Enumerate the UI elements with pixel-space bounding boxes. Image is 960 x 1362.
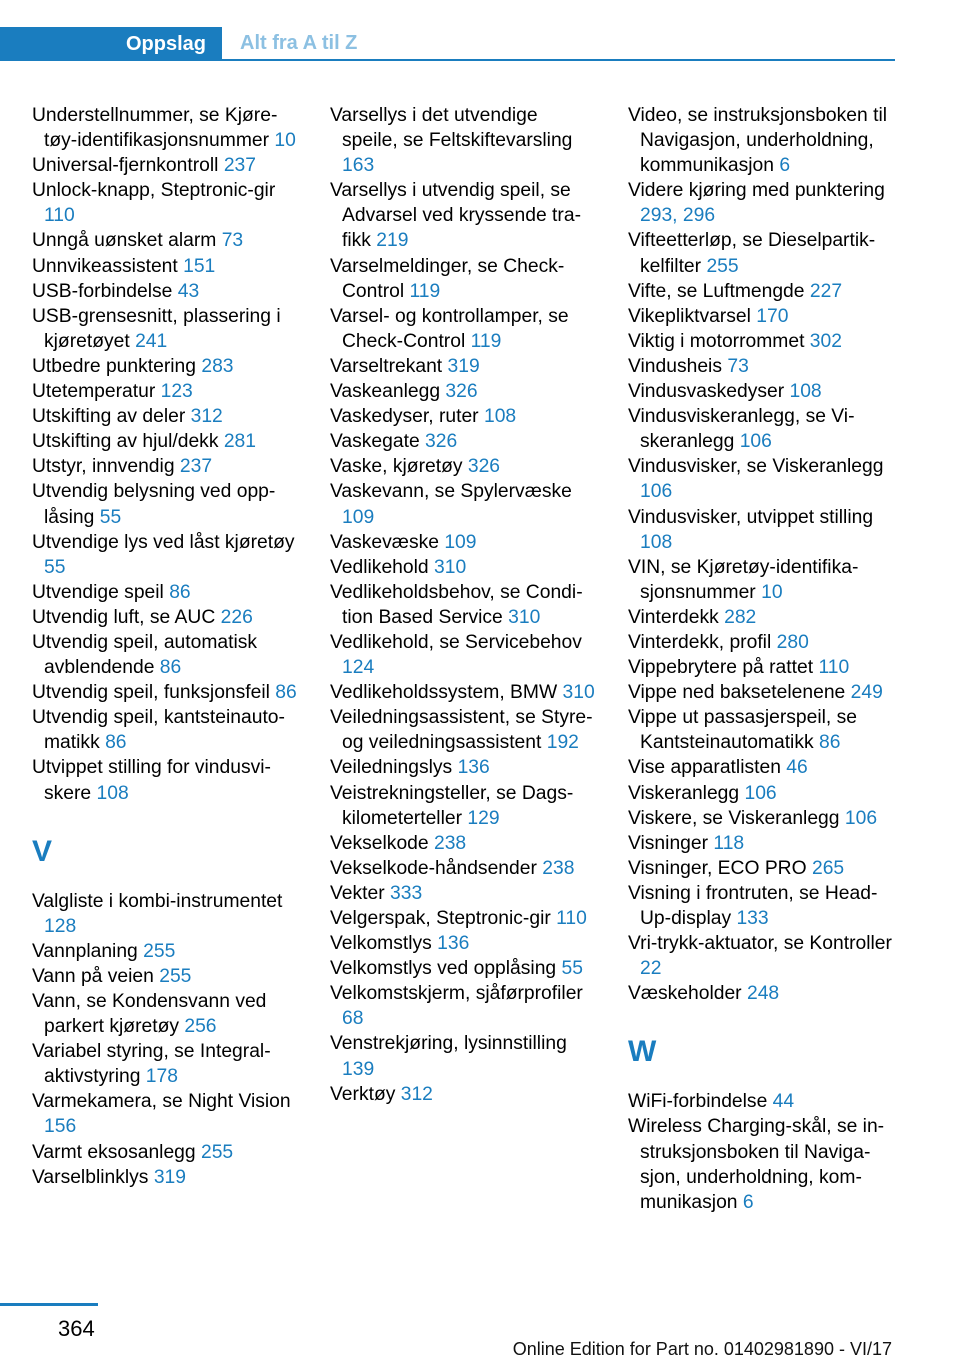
index-page-link[interactable]: 302 <box>809 330 842 352</box>
index-entry <box>330 781 598 831</box>
index-entry-text: Varmekamera, se Night Vision <box>32 1091 291 1113</box>
index-page-link[interactable]: 108 <box>96 782 129 804</box>
index-entry <box>330 555 598 580</box>
index-entry-text: Utvendig speil, kantsteinautomatikk <box>32 707 285 754</box>
index-entry <box>32 479 300 529</box>
index-entry-text: Varsellys i det utvendige speile, se Feltskiftevarsling <box>330 105 573 152</box>
index-entry-text: Vann på veien <box>32 965 154 987</box>
index-entry-text: USB-grensesnitt, plassering i kjøretøyet <box>32 305 281 352</box>
index-column-1 <box>32 103 300 1190</box>
index-entry-text: Vindusvisker, se Viskeranlegg <box>628 456 884 478</box>
index-page-link[interactable]: 55 <box>44 556 66 578</box>
index-entry-text: Vaskegate <box>330 431 420 453</box>
index-page-link[interactable]: 156 <box>44 1116 77 1138</box>
index-entry-text: Utskifting av deler <box>32 406 186 428</box>
index-entry <box>330 981 598 1031</box>
index-entry-text: Vaskeanlegg <box>330 381 441 403</box>
page-number: 364 <box>58 1316 95 1341</box>
index-entry-text: Væskeholder <box>628 983 742 1005</box>
index-entry <box>32 605 300 630</box>
index-entry-text: Viskeranlegg <box>628 782 740 804</box>
index-entry-text: Vedlikeholdssystem, BMW <box>330 682 558 704</box>
index-entry-text: Vekselkode <box>330 832 429 854</box>
index-page-link[interactable]: 326 <box>445 381 478 403</box>
index-page-link[interactable]: 44 <box>772 1091 795 1113</box>
index-letter-heading: W <box>628 1035 657 1069</box>
index-page-link[interactable]: 310 <box>562 682 595 704</box>
index-entry <box>32 889 300 939</box>
index-entry-text: Vaske, kjøretøy <box>330 456 463 478</box>
index-entry-text: Utbedre punktering <box>32 355 196 377</box>
index-entry-text: Velkomstlys <box>330 933 432 955</box>
index-page-link[interactable]: 6 <box>742 1191 754 1213</box>
index-entry <box>628 705 896 755</box>
index-entry <box>32 153 300 178</box>
index-entry-text: Wireless Charging-skål, se instruksjonsboken til Navigasjon, underholdning, kommunikasjon <box>628 1116 885 1213</box>
index-entry <box>330 956 598 981</box>
index-page-link[interactable]: 6 <box>779 155 791 177</box>
index-page-link[interactable]: 86 <box>169 581 191 603</box>
index-page-link[interactable]: 226 <box>220 606 253 628</box>
index-page-link[interactable]: 109 <box>342 506 375 528</box>
index-page-link[interactable]: 119 <box>470 330 502 352</box>
index-entry-text: Videre kjøring med punktering <box>628 180 885 202</box>
index-entry <box>32 429 300 454</box>
index-entry-text: Vippe ut passasjerspeil, se Kantsteinautomatikk <box>628 707 858 754</box>
index-entry <box>628 856 896 881</box>
index-entry <box>32 630 300 680</box>
index-entry-text: Veiledningslys <box>330 757 453 779</box>
index-entry <box>32 989 300 1039</box>
index-entry <box>32 103 300 153</box>
index-entry <box>32 404 300 429</box>
index-entry-text: Unlock-knapp, Steptronic-gir <box>32 180 276 202</box>
index-entry <box>32 354 300 379</box>
index-entry-text: Velkomstskjerm, sjåførprofiler <box>330 983 583 1005</box>
index-entry <box>32 454 300 479</box>
index-entry <box>32 939 300 964</box>
index-entry <box>32 580 300 605</box>
index-entry <box>628 505 896 555</box>
index-page-link[interactable]: 10 <box>274 130 296 152</box>
index-entry-text: Understellnummer, se Kjøretøy-identifikasjonsnummer <box>32 105 278 152</box>
index-entry-text: Vedlikeholdsbehov, se Condition Based Service <box>330 581 583 628</box>
index-entry-text: Vise apparatlisten <box>628 757 781 779</box>
index-entry <box>330 856 598 881</box>
index-entry <box>330 630 598 680</box>
index-entry <box>628 404 896 454</box>
index-entry <box>330 580 598 630</box>
index-page-link[interactable]: 123 <box>160 381 193 403</box>
tab-alt-fra-a-til-z[interactable]: Alt fra A til Z <box>222 27 895 61</box>
index-entry-text: Utstyr, innvendig <box>32 456 175 478</box>
index-entry-text: Vippebrytere på rattet <box>628 657 814 679</box>
index-page-link[interactable]: 109 <box>444 531 477 553</box>
index-entry <box>628 655 896 680</box>
index-page-link[interactable]: 282 <box>724 606 757 628</box>
index-page-link[interactable]: 249 <box>850 682 883 704</box>
index-page-link[interactable]: 22 <box>640 958 662 980</box>
index-page-link[interactable]: 178 <box>145 1066 178 1088</box>
index-entry-text: Varselmeldinger, se Check-Control <box>330 255 565 302</box>
index-entry-text: Utskifting av hjul/dekk <box>32 431 219 453</box>
index-entry <box>32 1140 300 1165</box>
index-page-link[interactable]: 237 <box>179 456 213 478</box>
index-entry-text: Varmt eksosanlegg <box>32 1141 196 1163</box>
index-entry <box>32 1089 300 1139</box>
index-page-link[interactable]: 312 <box>190 406 223 428</box>
index-entry <box>628 806 896 831</box>
edition-text: Online Edition for Part no. 01402981890 - VI/17 <box>512 1339 892 1359</box>
index-entry-text: Utvendige lys ved låst kjøretøy <box>32 531 295 553</box>
index-entry-text: Vindusviskeranlegg, se Viskeranlegg <box>628 406 855 453</box>
index-page-link[interactable]: 238 <box>542 857 575 879</box>
index-page-link[interactable]: 255 <box>143 940 176 962</box>
index-page-link[interactable]: 128 <box>44 915 77 937</box>
index-page-link[interactable]: 255 <box>200 1141 234 1163</box>
index-page-link[interactable]: 265 <box>811 857 845 879</box>
index-page-link[interactable]: 333 <box>390 882 423 904</box>
index-entry-text: Valgliste i kombi-instrumentet <box>32 890 283 912</box>
index-page-link[interactable]: 255 <box>706 255 739 277</box>
index-entry <box>330 254 598 304</box>
index-page-link[interactable]: 129 <box>467 807 500 829</box>
index-page-link[interactable]: 151 <box>183 255 216 277</box>
section-header <box>0 27 895 61</box>
index-page-link[interactable]: 86 <box>159 657 182 679</box>
index-entry-text: Vikepliktvarsel <box>628 305 751 327</box>
index-page-link[interactable]: 106 <box>844 807 878 829</box>
index-entry-text: Verktøy <box>330 1083 396 1105</box>
index-page-link[interactable]: 281 <box>223 431 256 453</box>
index-page-link[interactable]: 133 <box>736 908 769 929</box>
index-entry <box>628 228 896 278</box>
index-page-link[interactable]: 293, 296 <box>640 205 716 227</box>
index-entry-text: Universal-fjernkontroll <box>32 155 219 177</box>
index-page-link[interactable]: 237 <box>223 155 256 177</box>
index-entry-text: Utvendig speil, automatisk avblendende <box>32 631 258 679</box>
index-entry <box>330 831 598 856</box>
index-page-link[interactable]: 139 <box>342 1058 375 1080</box>
index-page-link[interactable]: 319 <box>153 1166 186 1188</box>
index-entry <box>32 279 300 304</box>
index-entry <box>628 354 896 379</box>
index-entry <box>32 228 300 253</box>
index-entry <box>330 103 598 178</box>
index-entry-text: Vedlikehold <box>330 556 429 578</box>
index-entry <box>628 981 896 1006</box>
index-page-link[interactable]: 283 <box>201 355 234 377</box>
index-entry-text: Variabel styring, se Integral-aktivstyring <box>32 1041 271 1088</box>
index-entry-text: Vinterdekk, profil <box>628 631 772 653</box>
index-page-link[interactable]: 106 <box>640 481 673 503</box>
index-entry-text: Vaskevann, se Spylervæske <box>330 481 572 503</box>
index-entry <box>330 304 598 354</box>
index-entry <box>628 781 896 806</box>
index-page-link[interactable]: 86 <box>105 732 127 754</box>
index-page-link[interactable]: 86 <box>819 732 841 754</box>
index-entry-text: Vippe ned baksetelenene <box>628 682 846 704</box>
index-entry-text: Vifte, se Luftmengde <box>628 280 805 302</box>
index-entry <box>330 906 598 931</box>
index-page-link[interactable]: 326 <box>467 456 501 478</box>
index-entry-text: Vindusvaskedyser <box>628 381 785 403</box>
index-page-link[interactable]: 108 <box>640 531 673 553</box>
index-entry <box>32 705 300 755</box>
index-entry-text: Varselblinklys <box>32 1166 149 1188</box>
index-page-link[interactable]: 55 <box>99 506 122 528</box>
index-entry <box>32 680 300 705</box>
index-page-link[interactable]: 248 <box>746 983 780 1005</box>
index-page-link[interactable]: 86 <box>275 682 297 704</box>
index-entry <box>330 379 598 404</box>
tab-oppslag[interactable]: Oppslag <box>0 27 222 61</box>
index-page-link[interactable]: 136 <box>457 757 490 779</box>
index-entry-text: Varseltrekant <box>330 355 443 377</box>
index-entry-text: Vannplaning <box>32 940 138 962</box>
index-entry-text: VIN, se Kjøretøy-identifikasjonsnummer <box>628 556 859 603</box>
index-entry <box>628 680 896 705</box>
index-entry <box>330 680 598 705</box>
index-entry <box>628 279 896 304</box>
index-page-link[interactable]: 73 <box>727 355 749 377</box>
index-page-link[interactable]: 110 <box>818 657 850 679</box>
index-page-link[interactable]: 68 <box>342 1008 364 1030</box>
index-entry-text: Veiledningsassistent, se Styre- og veiledningsassistent <box>330 707 593 754</box>
index-entry-text: Vekselkode-håndsender <box>330 857 537 879</box>
index-entry <box>330 530 598 555</box>
index-page-link[interactable]: 192 <box>546 732 579 754</box>
index-page-link[interactable]: 219 <box>376 230 409 252</box>
index-entry-text: Varsellys i utvendig speil, se Advarsel ved kryssende trafikk <box>330 180 581 252</box>
index-entry-text: Velgerspak, Steptronic-gir <box>330 908 551 929</box>
index-entry <box>32 1039 300 1089</box>
index-entry <box>330 429 598 454</box>
index-page-link[interactable]: 108 <box>483 406 517 428</box>
footer-rule <box>0 1303 98 1306</box>
index-page-link[interactable]: 310 <box>434 556 467 578</box>
index-entry-text: Utvendig belysning ved opplåsing <box>32 481 276 528</box>
index-entry-text: Visninger <box>628 832 709 854</box>
index-entry-text: Utvippet stilling for vindusviskere <box>32 757 271 804</box>
index-entry-text: Veistrekningsteller, se Dagskilometerteller <box>330 782 574 829</box>
index-entry <box>628 881 896 931</box>
index-entry <box>32 178 300 228</box>
index-entry-text: Varsel- og kontrollamper, se Check-Control <box>330 305 569 352</box>
index-entry <box>330 479 598 529</box>
index-page-link[interactable]: 119 <box>409 280 441 302</box>
index-entry-text: Venstrekjøring, lysinnstilling <box>330 1033 567 1055</box>
index-page-link[interactable]: 46 <box>786 757 808 779</box>
index-entry <box>628 555 896 605</box>
index-page-link[interactable]: 319 <box>447 355 480 377</box>
index-entry <box>32 1165 300 1190</box>
index-page-link[interactable]: 110 <box>556 908 587 929</box>
index-entry <box>628 329 896 354</box>
index-letter-heading: V <box>32 834 53 868</box>
index-page-link[interactable]: 136 <box>437 933 470 955</box>
index-entry <box>32 964 300 989</box>
index-entry <box>32 755 300 805</box>
index-entry <box>628 931 896 981</box>
index-entry <box>32 379 300 404</box>
index-entry-text: Visninger, ECO PRO <box>628 857 807 879</box>
index-page-link[interactable]: 241 <box>135 330 168 352</box>
index-column-3 <box>628 103 896 1215</box>
index-entry <box>628 454 896 504</box>
index-page-link[interactable]: 124 <box>342 657 375 679</box>
index-entry-text: Unngå uønsket alarm <box>32 230 217 252</box>
index-entry <box>628 178 896 228</box>
index-entry-text: Utvendig luft, se AUC <box>32 606 216 628</box>
index-page-link[interactable]: 73 <box>221 230 244 252</box>
index-entry <box>32 530 300 580</box>
index-entry-text: Visning i frontruten, se Head-Up-display <box>628 882 878 929</box>
index-entry-text: Vaskedyser, ruter <box>330 406 479 428</box>
index-entry <box>628 630 896 655</box>
index-entry-text: Video, se instruksjonsboken til Navigasjon, underholdning, kommunikasjon <box>628 105 888 177</box>
index-entry <box>628 379 896 404</box>
index-entry-text: Vaskevæske <box>330 531 439 553</box>
index-page-link[interactable]: 108 <box>789 381 822 403</box>
index-entry-text: Velkomstlys ved opplåsing <box>330 958 557 980</box>
index-page-link[interactable]: 55 <box>561 958 583 980</box>
index-entry <box>32 304 300 354</box>
index-entry <box>330 931 598 956</box>
index-entry <box>628 1089 896 1114</box>
index-page-link[interactable]: 256 <box>184 1016 217 1038</box>
index-entry <box>628 304 896 329</box>
index-entry <box>330 404 598 429</box>
index-entry <box>330 454 598 479</box>
index-entry-text: Vifteetterløp, se Dieselpartikkelfilter <box>628 230 876 277</box>
index-entry-text: Vindusvisker, utvippet stilling <box>628 506 874 528</box>
index-entry-text: Utvendig speil, funksjonsfeil <box>32 682 270 704</box>
index-entry <box>330 1031 598 1081</box>
index-entry <box>330 178 598 253</box>
index-entry-text: USB-forbindelse <box>32 280 173 302</box>
index-entry-text: WiFi-forbindelse <box>628 1091 768 1113</box>
index-entry-text: Unnvikeassistent <box>32 255 178 277</box>
index-entry <box>330 354 598 379</box>
index-page-link[interactable]: 255 <box>159 965 192 987</box>
index-page-link[interactable]: 227 <box>809 280 843 302</box>
index-entry-text: Utvendige speil <box>32 581 164 603</box>
index-entry-text: Vedlikehold, se Servicebehov <box>330 631 582 653</box>
index-entry-text: Viktig i motorrommet <box>628 330 805 352</box>
index-page-link[interactable]: 310 <box>508 606 541 628</box>
index-entry <box>628 755 896 780</box>
index-page-link[interactable]: 118 <box>713 832 745 854</box>
index-entry <box>628 103 896 178</box>
index-entry-text: Vri-trykk-aktuator, se Kontroller <box>628 933 892 955</box>
index-entry-text: Vinterdekk <box>628 606 719 628</box>
index-entry <box>628 605 896 630</box>
index-entry-text: Vann, se Kondensvann ved parkert kjøretøy <box>32 991 267 1038</box>
index-page-link[interactable]: 10 <box>761 581 783 603</box>
index-entry-text: Viskere, se Viskeranlegg <box>628 807 840 829</box>
index-entry <box>628 1114 896 1214</box>
index-page-link[interactable]: 280 <box>776 631 809 653</box>
index-page-link[interactable]: 326 <box>425 431 458 453</box>
index-page-link[interactable]: 43 <box>177 280 200 302</box>
index-page-link[interactable]: 110 <box>44 205 75 227</box>
index-entry <box>330 705 598 755</box>
index-page-link[interactable]: 163 <box>342 155 375 177</box>
index-entry-text: Vindusheis <box>628 355 722 377</box>
index-entry-text: Vekter <box>330 882 385 904</box>
index-page-link[interactable]: 170 <box>756 305 789 327</box>
index-page-link[interactable]: 238 <box>433 832 467 854</box>
index-entry <box>330 1082 598 1107</box>
index-entry <box>330 881 598 906</box>
index-entry <box>330 755 598 780</box>
index-entry <box>628 831 896 856</box>
index-page-link[interactable]: 106 <box>739 431 772 453</box>
index-page-link[interactable]: 312 <box>400 1083 433 1105</box>
index-entry <box>32 254 300 279</box>
index-entry-text: Utetemperatur <box>32 381 156 403</box>
index-column-2 <box>330 103 598 1107</box>
index-page-link[interactable]: 106 <box>744 782 777 804</box>
